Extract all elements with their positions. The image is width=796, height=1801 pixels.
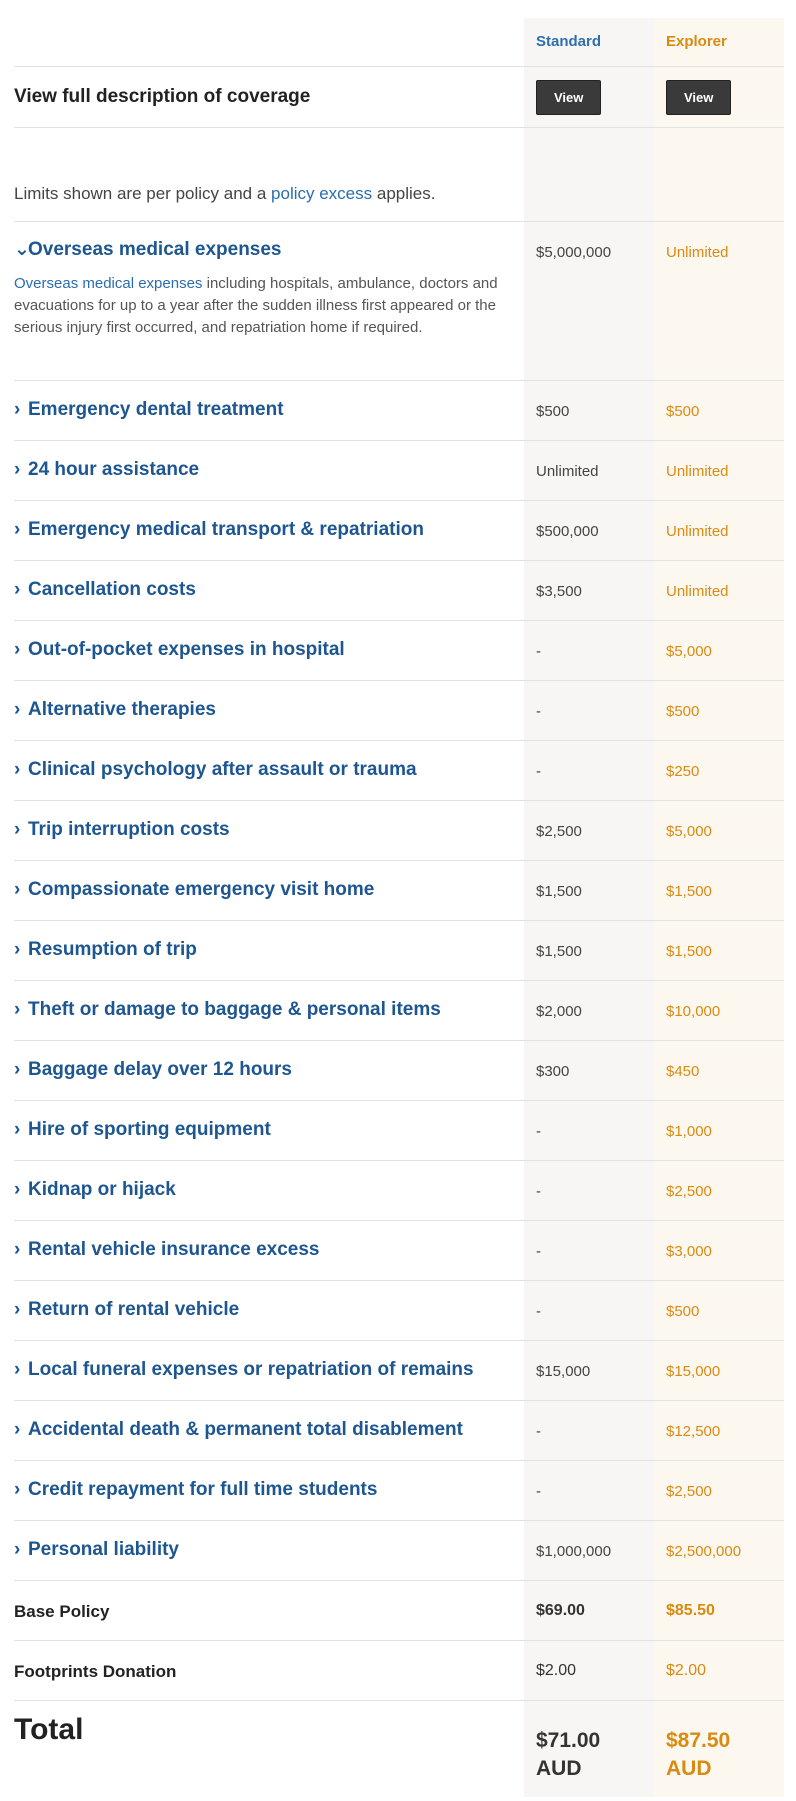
explorer-base-price: $85.50 bbox=[666, 1602, 715, 1619]
standard-limit: - bbox=[536, 1303, 541, 1320]
coverage-row[interactable] bbox=[14, 1281, 784, 1341]
view-description-row bbox=[14, 67, 784, 128]
coverage-name[interactable]: Kidnap or hijack bbox=[28, 1179, 176, 1200]
standard-limit: - bbox=[536, 763, 541, 780]
coverage-row[interactable] bbox=[14, 1341, 784, 1401]
coverage-row[interactable] bbox=[14, 561, 784, 621]
coverage-row[interactable] bbox=[14, 381, 784, 441]
explorer-limit: $10,000 bbox=[666, 1003, 721, 1020]
chevron-right-icon: › bbox=[14, 1059, 21, 1080]
standard-base-price: $69.00 bbox=[536, 1602, 585, 1619]
coverage-row[interactable] bbox=[14, 1401, 784, 1461]
chevron-right-icon: › bbox=[14, 1119, 21, 1140]
explorer-limit: Unlimited bbox=[666, 463, 729, 480]
coverage-comparison-table bbox=[14, 0, 784, 1801]
policy-excess-note: Limits shown are per policy and a policy excess applies. bbox=[14, 128, 784, 222]
coverage-row[interactable] bbox=[14, 861, 784, 921]
explorer-limit: $450 bbox=[666, 1063, 700, 1080]
coverage-name[interactable]: Resumption of trip bbox=[28, 939, 197, 960]
coverage-row[interactable] bbox=[14, 441, 784, 501]
coverage-row[interactable] bbox=[14, 1101, 784, 1161]
coverage-row[interactable] bbox=[14, 1521, 784, 1581]
coverage-name[interactable]: Local funeral expenses or repatriation of remains bbox=[28, 1359, 474, 1380]
explorer-limit: $2,500,000 bbox=[666, 1543, 742, 1560]
standard-limit: - bbox=[536, 643, 541, 660]
chevron-right-icon: › bbox=[14, 1539, 21, 1560]
standard-limit: $500,000 bbox=[536, 523, 599, 540]
coverage-row[interactable] bbox=[14, 621, 784, 681]
coverage-name[interactable]: Return of rental vehicle bbox=[28, 1299, 240, 1320]
coverage-name[interactable]: Baggage delay over 12 hours bbox=[28, 1059, 292, 1080]
chevron-down-icon: ⌄ bbox=[14, 239, 30, 260]
coverage-name[interactable]: Trip interruption costs bbox=[28, 819, 230, 840]
coverage-list bbox=[14, 381, 784, 1581]
chevron-right-icon: › bbox=[14, 519, 21, 540]
explorer-limit: $5,000 bbox=[666, 643, 712, 660]
explorer-limit: $1,000 bbox=[666, 1123, 712, 1140]
coverage-name[interactable]: Out-of-pocket expenses in hospital bbox=[28, 639, 345, 660]
donation-row bbox=[14, 1641, 784, 1701]
explorer-plan-heading: Explorer bbox=[666, 33, 727, 50]
explorer-limit: $15,000 bbox=[666, 1363, 721, 1380]
explorer-limit: $1,500 bbox=[666, 883, 712, 900]
total-row bbox=[14, 1701, 784, 1801]
coverage-row[interactable] bbox=[14, 681, 784, 741]
coverage-description: Overseas medical expenses including hospitals, ambulance, doctors and evacuations for up to a year after the sudden illness first appeared or the serious injury first occurred, and repatriation home if required. bbox=[14, 275, 498, 336]
view-description-label: View full description of coverage bbox=[14, 86, 311, 107]
explorer-limit: $500 bbox=[666, 403, 700, 420]
standard-limit: $300 bbox=[536, 1063, 570, 1080]
coverage-name[interactable]: Personal liability bbox=[28, 1539, 179, 1560]
base-policy-row bbox=[14, 1581, 784, 1641]
chevron-right-icon: › bbox=[14, 1419, 21, 1440]
chevron-right-icon: › bbox=[14, 1359, 21, 1380]
coverage-name[interactable]: Compassionate emergency visit home bbox=[28, 879, 375, 900]
coverage-name[interactable]: Accidental death & permanent total disablement bbox=[28, 1419, 463, 1440]
chevron-right-icon: › bbox=[14, 879, 21, 900]
coverage-row[interactable] bbox=[14, 1461, 784, 1521]
chevron-right-icon: › bbox=[14, 1179, 21, 1200]
standard-limit: $5,000,000 bbox=[536, 244, 612, 261]
coverage-row[interactable] bbox=[14, 1221, 784, 1281]
explorer-limit: $500 bbox=[666, 703, 700, 720]
coverage-name[interactable]: Alternative therapies bbox=[28, 699, 216, 720]
chevron-right-icon: › bbox=[14, 1479, 21, 1500]
standard-limit: - bbox=[536, 1423, 541, 1440]
chevron-right-icon: › bbox=[14, 1299, 21, 1320]
standard-limit: $2,000 bbox=[536, 1003, 582, 1020]
explorer-limit: Unlimited bbox=[666, 244, 729, 261]
explorer-limit: $2,500 bbox=[666, 1183, 712, 1200]
explorer-limit: $500 bbox=[666, 1303, 700, 1320]
coverage-name[interactable]: Clinical psychology after assault or trauma bbox=[28, 759, 417, 780]
donation-label: Footprints Donation bbox=[14, 1662, 177, 1681]
chevron-right-icon: › bbox=[14, 759, 21, 780]
plan-header-row bbox=[14, 0, 784, 67]
chevron-right-icon: › bbox=[14, 699, 21, 720]
explorer-limit: $12,500 bbox=[666, 1423, 721, 1440]
chevron-right-icon: › bbox=[14, 639, 21, 660]
chevron-right-icon: › bbox=[14, 1239, 21, 1260]
standard-limit: $3,500 bbox=[536, 583, 582, 600]
standard-limit: $1,500 bbox=[536, 943, 582, 960]
coverage-name[interactable]: Rental vehicle insurance excess bbox=[28, 1239, 320, 1260]
coverage-row[interactable] bbox=[14, 981, 784, 1041]
chevron-right-icon: › bbox=[14, 999, 21, 1020]
explorer-view-button[interactable]: View bbox=[666, 80, 731, 115]
coverage-row[interactable] bbox=[14, 801, 784, 861]
explorer-limit: $250 bbox=[666, 763, 700, 780]
explorer-limit: $2,500 bbox=[666, 1483, 712, 1500]
chevron-right-icon: › bbox=[14, 819, 21, 840]
standard-limit: $1,000,000 bbox=[536, 1543, 612, 1560]
coverage-description-link[interactable]: Overseas medical expenses bbox=[14, 275, 203, 292]
explorer-total: $87.50 AUD bbox=[666, 1729, 731, 1780]
coverage-name[interactable]: Emergency medical transport & repatriation bbox=[28, 519, 424, 540]
base-policy-label: Base Policy bbox=[14, 1602, 110, 1621]
explorer-limit: $1,500 bbox=[666, 943, 712, 960]
coverage-name[interactable]: Cancellation costs bbox=[28, 579, 196, 600]
total-label: Total bbox=[14, 1713, 84, 1746]
coverage-row-expanded[interactable] bbox=[14, 222, 784, 381]
standard-limit: - bbox=[536, 1243, 541, 1260]
standard-plan-heading: Standard bbox=[536, 33, 602, 50]
coverage-row[interactable] bbox=[14, 1041, 784, 1101]
standard-limit: $15,000 bbox=[536, 1363, 591, 1380]
chevron-right-icon: › bbox=[14, 399, 21, 420]
coverage-row[interactable] bbox=[14, 501, 784, 561]
standard-limit: $2,500 bbox=[536, 823, 582, 840]
coverage-row[interactable] bbox=[14, 921, 784, 981]
chevron-right-icon: › bbox=[14, 939, 21, 960]
coverage-name[interactable]: Theft or damage to baggage & personal items bbox=[28, 999, 441, 1020]
standard-limit: $500 bbox=[536, 403, 570, 420]
standard-limit: - bbox=[536, 1183, 541, 1200]
coverage-name[interactable]: Overseas medical expenses bbox=[28, 239, 282, 260]
coverage-name[interactable]: Emergency dental treatment bbox=[28, 399, 284, 420]
coverage-name[interactable]: Hire of sporting equipment bbox=[28, 1119, 271, 1140]
explorer-limit: Unlimited bbox=[666, 583, 729, 600]
chevron-right-icon: › bbox=[14, 579, 21, 600]
standard-donation: $2.00 bbox=[536, 1662, 577, 1679]
standard-total: $71.00 AUD bbox=[536, 1729, 601, 1780]
explorer-limit: $3,000 bbox=[666, 1243, 712, 1260]
coverage-row[interactable] bbox=[14, 741, 784, 801]
standard-limit: $1,500 bbox=[536, 883, 582, 900]
coverage-name[interactable]: Credit repayment for full time students bbox=[28, 1479, 378, 1500]
coverage-row[interactable] bbox=[14, 1161, 784, 1221]
explorer-donation: $2.00 bbox=[666, 1662, 707, 1679]
explorer-limit: Unlimited bbox=[666, 523, 729, 540]
coverage-name[interactable]: 24 hour assistance bbox=[28, 459, 200, 480]
standard-limit: - bbox=[536, 1483, 541, 1500]
standard-view-button[interactable]: View bbox=[536, 80, 601, 115]
policy-excess-link[interactable]: policy excess bbox=[271, 184, 373, 203]
standard-limit: - bbox=[536, 703, 541, 720]
standard-limit: - bbox=[536, 1123, 541, 1140]
standard-limit: Unlimited bbox=[536, 463, 599, 480]
explorer-limit: $5,000 bbox=[666, 823, 712, 840]
chevron-right-icon: › bbox=[14, 459, 21, 480]
